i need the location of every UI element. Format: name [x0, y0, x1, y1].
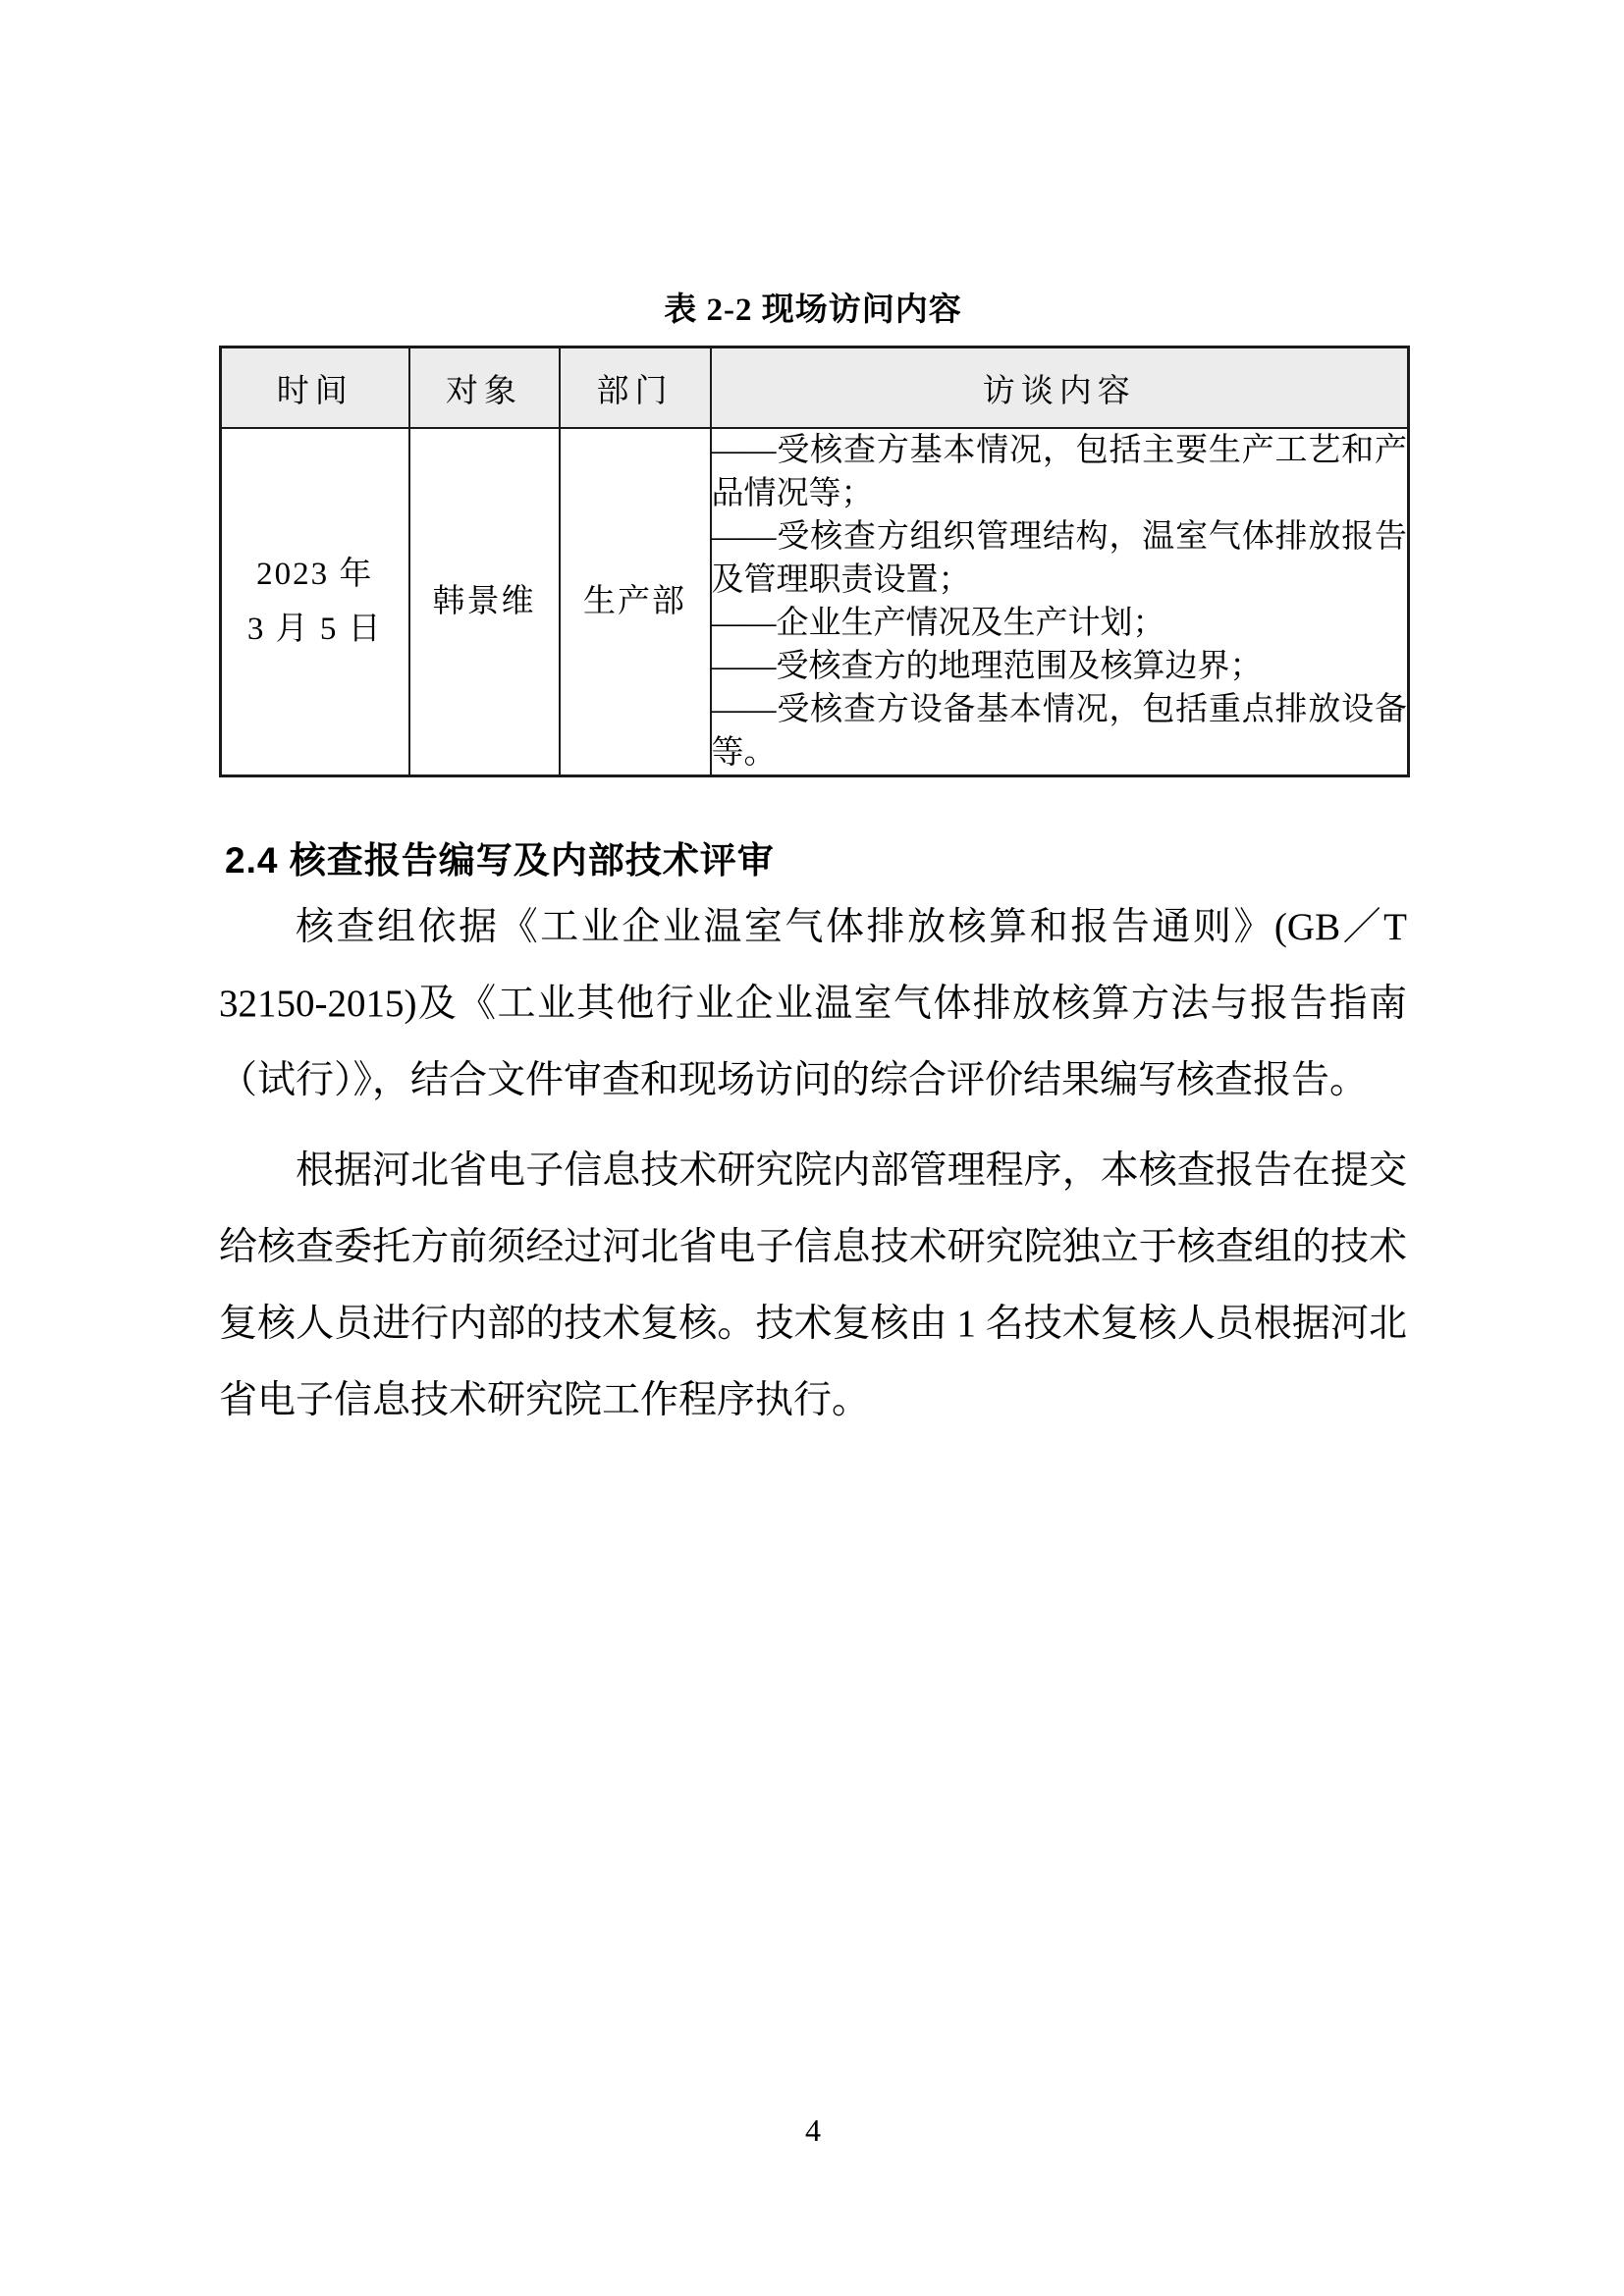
paragraph-2: 根据河北省电子信息技术研究院内部管理程序，本核查报告在提交给核查委托方前须经过河北省电子信息技术研究院独立于核查组的技术复核人员进行内部的技术复核。技术复核由 1 名技术复核人员根据河北省电子信息技术研究院工作程序执行。	[219, 1149, 1407, 1421]
col-header-time: 时间	[221, 347, 409, 429]
col-header-interview-content: 访谈内容	[711, 347, 1409, 429]
interview-item: ——企业生产情况及生产计划；	[711, 606, 1165, 641]
interview-item: ——受核查方基本情况，包括主要生产工艺和产品情况等；	[711, 433, 1407, 511]
site-visit-table	[219, 346, 1410, 777]
page-number: 4	[805, 2112, 821, 2148]
cell-interview-content	[711, 428, 1409, 776]
col-header-person: 对象	[409, 347, 560, 429]
table-row	[221, 428, 1409, 776]
interview-item: ——受核查方组织管理结构，温室气体排放报告及管理职责设置；	[711, 519, 1407, 598]
content-area	[219, 0, 1407, 1439]
interview-item: ——受核查方的地理范围及核算边界；	[711, 649, 1263, 684]
table-header-row	[221, 347, 1409, 429]
cell-person: 韩景维	[409, 428, 560, 776]
interview-item: ——受核查方设备基本情况，包括重点排放设备等。	[711, 692, 1407, 771]
cell-department: 生产部	[560, 428, 711, 776]
section-heading: 2.4 核查报告编写及内部技术评审	[225, 840, 775, 881]
time-line-1: 2023 年	[256, 557, 374, 592]
time-line-2: 3 月 5 日	[246, 612, 383, 647]
paragraph-1: 核查组依据《工业企业温室气体排放核算和报告通则》(GB／T 32150-2015)及《工业其他行业企业温室气体排放核算方法与报告指南（试行）》，结合文件审查和现场访问的综合评价结果编写核查报告。	[219, 906, 1407, 1101]
cell-time	[221, 428, 409, 776]
table-caption: 表 2-2 现场访问内容	[664, 293, 962, 328]
col-header-department: 部门	[560, 347, 711, 429]
